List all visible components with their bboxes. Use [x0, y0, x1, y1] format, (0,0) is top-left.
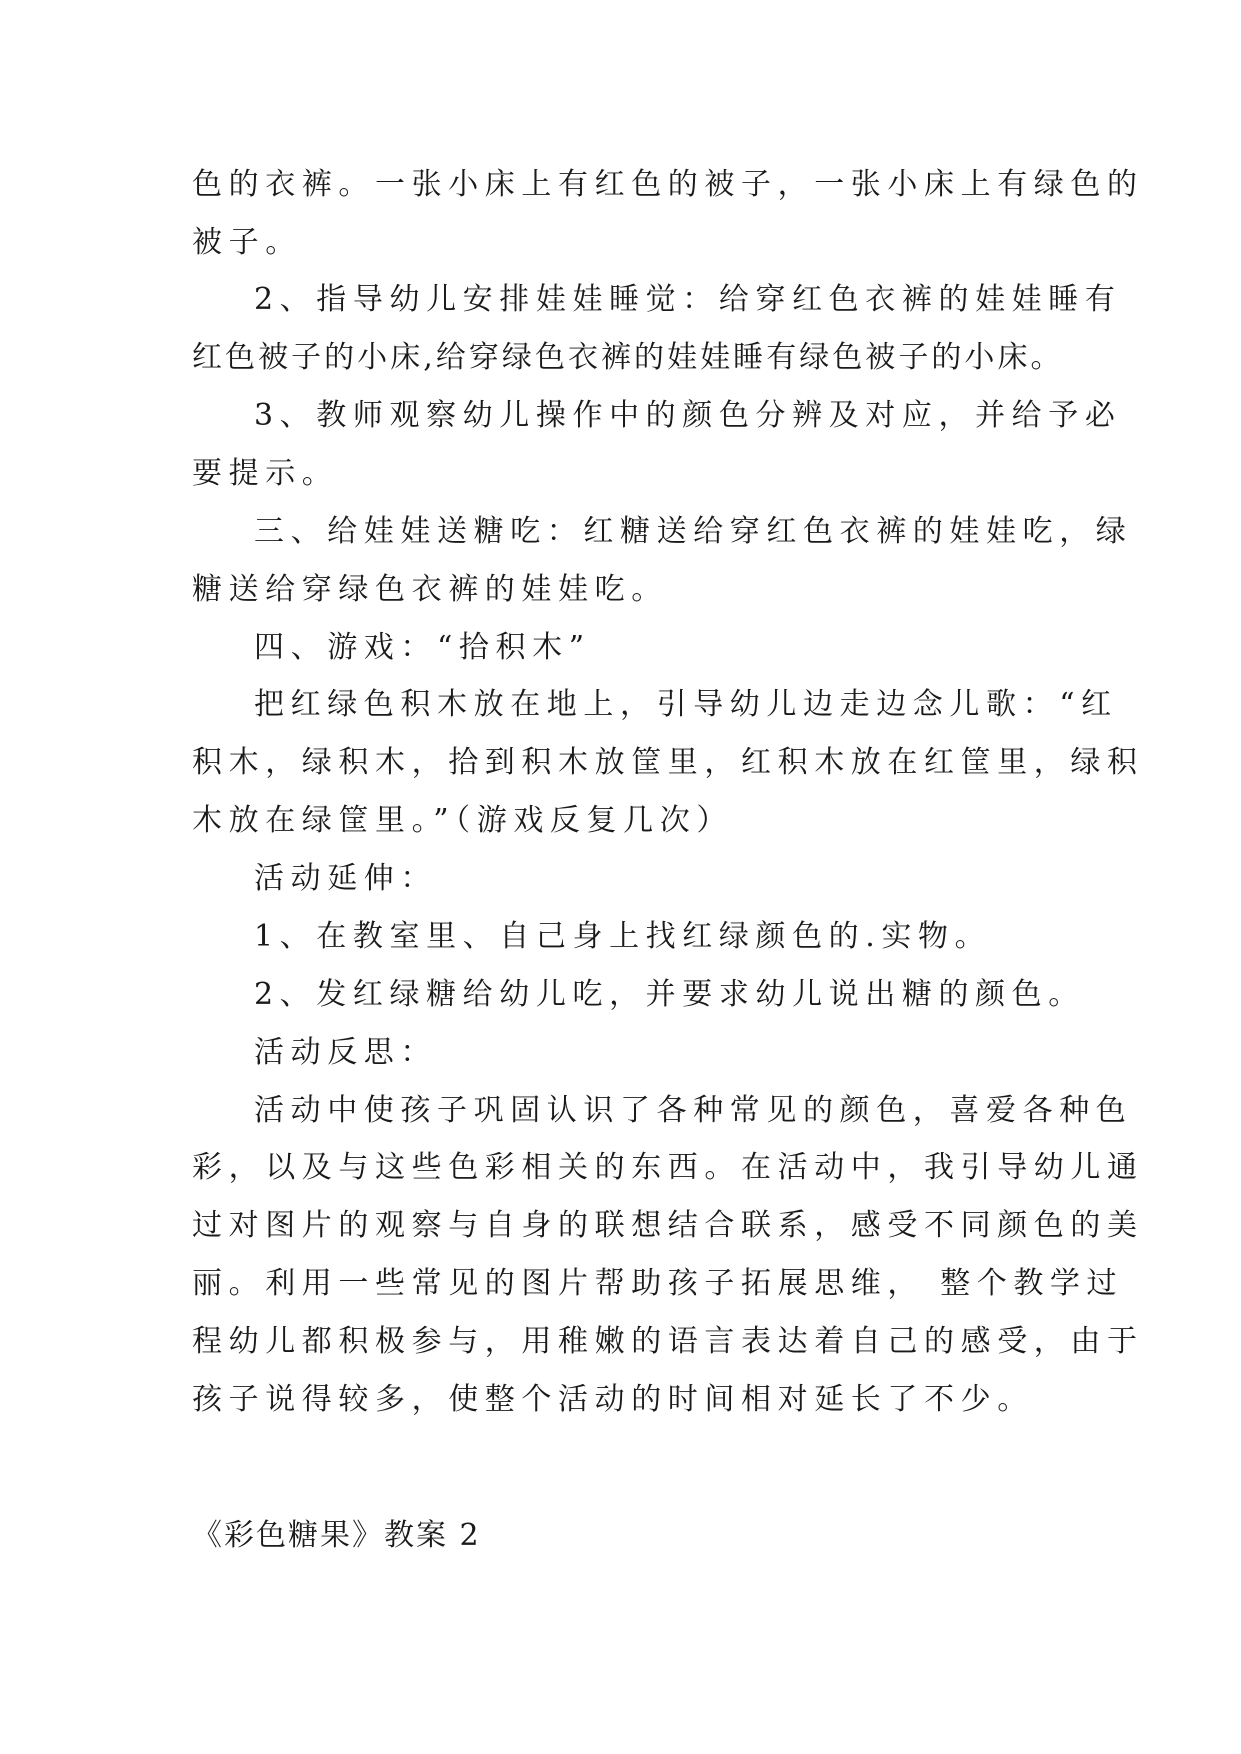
text-line: 色的衣裤。一张小床上有红色的被子，一张小床上有绿色的 — [192, 167, 1144, 202]
text-line: 三、给娃娃送糖吃：红糖送给穿红色衣裤的娃娃吃，绿 — [254, 514, 1133, 549]
text-line: 活动延伸： — [254, 861, 437, 896]
text-line: 1、在教室里、自己身上找红绿颜色的.实物。 — [254, 919, 992, 954]
text-line: 2、指导幼儿安排娃娃睡觉：给穿红色衣裤的娃娃睡有 — [254, 282, 1122, 317]
text-line: 活动中使孩子巩固认识了各种常见的颜色，喜爱各种色 — [254, 1093, 1133, 1128]
text-line: 丽。利用一些常见的图片帮助孩子拓展思维， 整个教学过 — [192, 1266, 1124, 1301]
text-line: 四、游戏：“拾积木” — [254, 630, 591, 665]
text-line: 2、发红绿糖给幼儿吃，并要求幼儿说出糖的颜色。 — [254, 977, 1085, 1012]
text-line: 3、教师观察幼儿操作中的颜色分辨及对应，并给予必 — [254, 398, 1122, 433]
text-line: 积木，绿积木，拾到积木放筐里，红积木放在红筐里，绿积 — [192, 745, 1144, 780]
text-line: 孩子说得较多，使整个活动的时间相对延长了不少。 — [192, 1382, 1034, 1417]
text-line: 被子。 — [192, 225, 302, 260]
text-line: 红色被子的小床,给穿绿色衣裤的娃娃睡有绿色被子的小床。 — [192, 340, 1062, 375]
text-line: 程幼儿都积极参与，用稚嫩的语言表达着自己的感受，由于 — [192, 1324, 1144, 1359]
text-line: 木放在绿筐里。”（游戏反复几次） — [192, 803, 733, 838]
text-line: 把红绿色积木放在地上，引导幼儿边走边念儿歌：“红 — [254, 687, 1118, 722]
text-line: 要提示。 — [192, 456, 339, 491]
text-line: 糖送给穿绿色衣裤的娃娃吃。 — [192, 572, 668, 607]
text-line: 活动反思： — [254, 1035, 437, 1070]
text-line: 过对图片的观察与自身的联想结合联系，感受不同颜色的美 — [192, 1208, 1144, 1243]
section-title: 《彩色糖果》教案 2 — [192, 1518, 481, 1553]
text-line: 彩，以及与这些色彩相关的东西。在活动中，我引导幼儿通 — [192, 1150, 1144, 1185]
